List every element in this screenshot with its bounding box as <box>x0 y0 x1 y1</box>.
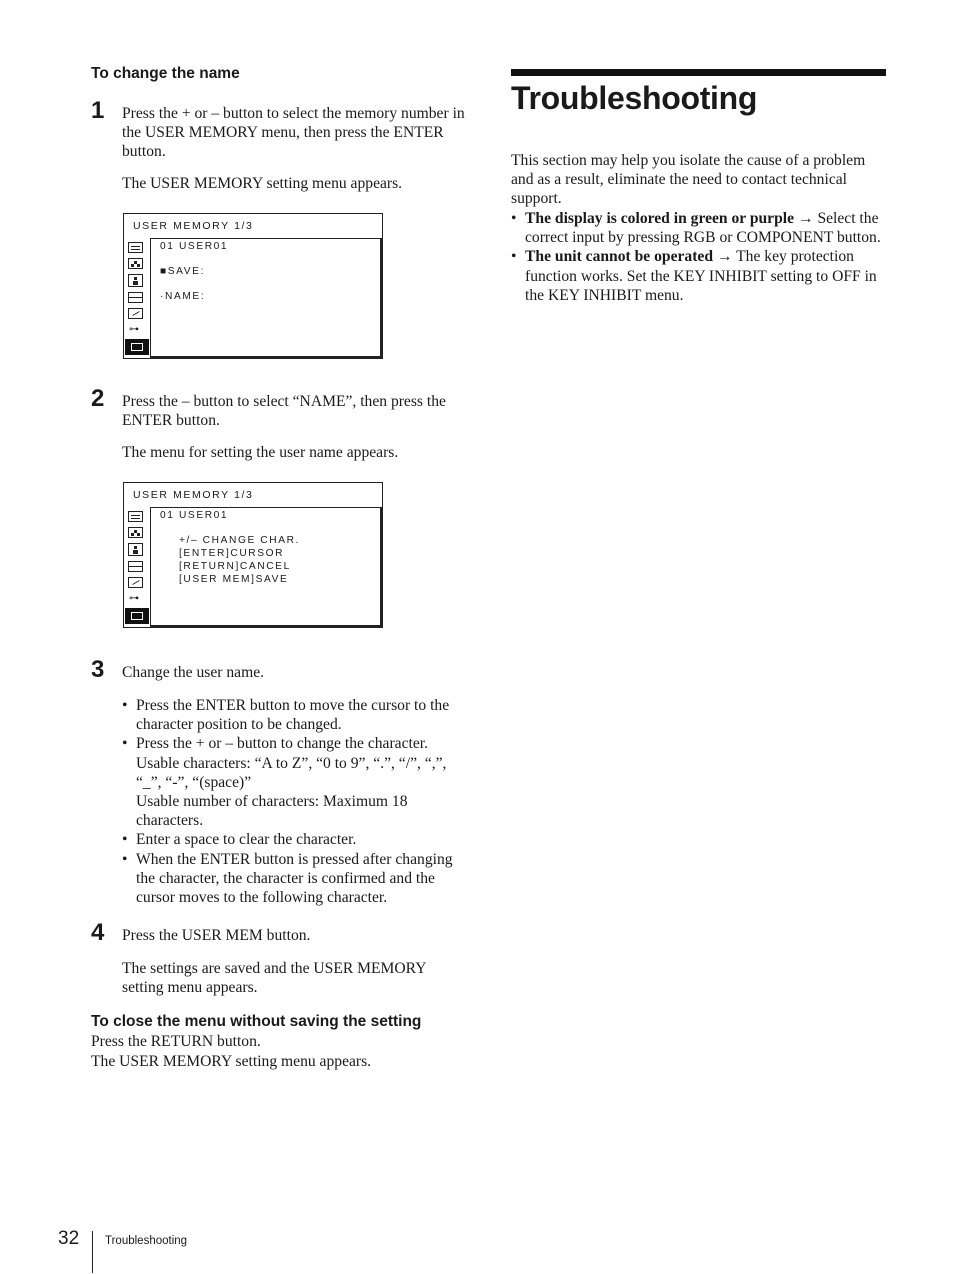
step-1-number: 1 <box>91 97 105 124</box>
pencil-icon <box>128 308 143 319</box>
save-item: ■SAVE: <box>160 266 206 277</box>
list-item: • When the ENTER button is pressed after changing the character, the character is confirmed and the cursor moves to the following character. <box>122 850 467 908</box>
step-4-number: 4 <box>91 919 105 946</box>
toolbox-icon <box>128 561 143 572</box>
footer-divider <box>92 1231 93 1273</box>
solution-text: Select the correct input by pressing RGB or COMPONENT button. <box>525 210 881 247</box>
close-instruction: Press the RETURN button. <box>91 1033 261 1050</box>
problem-text: The display is colored in green or purple <box>525 210 795 227</box>
memory-number-line: 01 USER01 <box>160 241 229 252</box>
footer-section-name: Troubleshooting <box>105 1235 188 1247</box>
close-result: The USER MEMORY setting menu appears. <box>91 1053 372 1070</box>
page-number: 32 <box>58 1228 80 1249</box>
arrow-icon: → <box>797 210 814 227</box>
step-4-result: The settings are saved and the USER MEMORY setting menu appears. <box>122 960 426 997</box>
list-item <box>511 247 889 305</box>
memory-number-line: 01 USER01 <box>160 510 229 521</box>
person-icon <box>128 274 143 287</box>
step-3-text: Change the user name. <box>122 664 265 681</box>
step-3-number: 3 <box>91 656 105 683</box>
page-title: Troubleshooting <box>511 80 758 116</box>
list-item <box>511 209 889 247</box>
pencil-icon <box>128 577 143 588</box>
cancel-hint: [RETURN]CANCEL <box>179 561 291 572</box>
step-4-text: Press the USER MEM button. <box>122 927 311 944</box>
step-1-result: The USER MEMORY setting menu appears. <box>122 175 403 192</box>
user-memory-icon <box>125 608 149 624</box>
step-1-text: Press the + or – button to select the memory number in the USER MEMORY menu, then press the ENTER button. <box>122 105 465 161</box>
list-item: • Enter a space to clear the character. <box>122 830 467 849</box>
menu-title: USER MEMORY 1/3 <box>133 489 254 501</box>
list-item: • Press the + or – button to change the character. Usable characters: “A to Z”, “0 to 9”, “.”, “/”, “,”, “_”, “-”, “(space)” Usable number of characters: Maximum 18 characters. <box>122 734 467 830</box>
change-name-heading: To change the name <box>91 65 240 82</box>
menu-panel <box>150 507 382 627</box>
title-rule <box>511 69 886 76</box>
troubleshooting-list <box>511 209 889 305</box>
problem-text: The unit cannot be operated <box>525 248 714 266</box>
step-3-bullets <box>122 696 467 907</box>
color-dots-icon <box>128 258 143 269</box>
list-icon <box>128 242 143 253</box>
menu-title: USER MEMORY 1/3 <box>133 220 254 232</box>
user-memory-icon <box>125 339 149 355</box>
solution-text: The key protection function works. Set the KEY INHIBIT setting to OFF in the KEY INHIBIT menu. <box>525 248 877 304</box>
toolbox-icon <box>128 292 143 303</box>
user-memory-menu-screen <box>123 213 383 359</box>
key-icon: ⊶ <box>129 324 139 335</box>
person-icon <box>128 543 143 556</box>
step-2-number: 2 <box>91 385 105 412</box>
user-name-menu-screen <box>123 482 383 628</box>
list-item: • Press the ENTER button to move the cursor to the character position to be changed. <box>122 696 467 734</box>
list-icon <box>128 511 143 522</box>
key-icon: ⊶ <box>129 593 139 604</box>
change-char-hint: +/– CHANGE CHAR. <box>179 535 300 546</box>
step-2-text: Press the – button to select “NAME”, then press the ENTER button. <box>122 393 446 430</box>
arrow-icon: → <box>716 248 733 266</box>
intro-paragraph: This section may help you isolate the cause of a problem and as a result, eliminate the need to contact technical support. <box>511 152 866 208</box>
save-hint: [USER MEM]SAVE <box>179 574 289 585</box>
color-dots-icon <box>128 527 143 538</box>
menu-panel <box>150 238 382 358</box>
name-item: ·NAME: <box>160 291 206 302</box>
step-2-result: The menu for setting the user name appears. <box>122 444 399 461</box>
close-menu-heading: To close the menu without saving the setting <box>91 1013 422 1030</box>
cursor-hint: [ENTER]CURSOR <box>179 548 285 559</box>
